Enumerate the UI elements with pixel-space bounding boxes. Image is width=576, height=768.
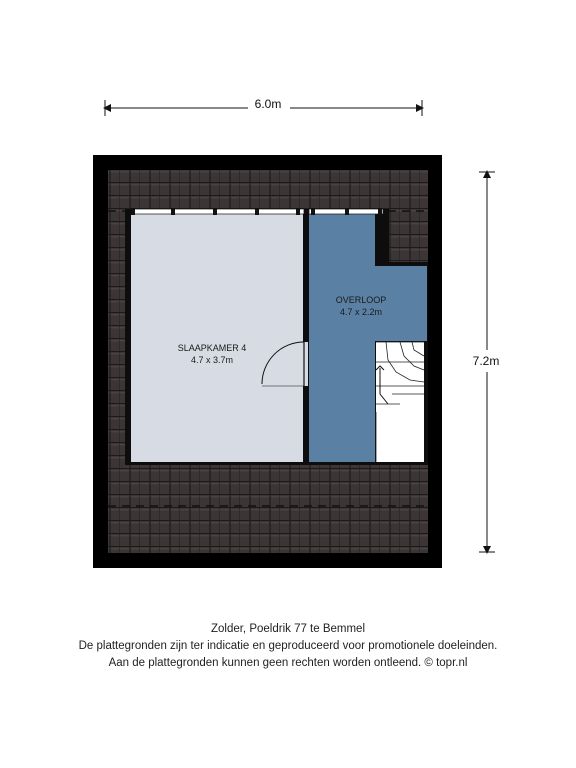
caption-line-3: Aan de plattegronden kunnen geen rechten worden ontleend. © topr.nl [108,657,468,669]
windows [131,208,383,215]
partition-wall [303,214,309,464]
bedroom-floor [131,214,304,462]
room-name: OVERLOOP [335,295,387,305]
room-size: 4.7 x 2.2m [339,307,383,317]
width-dimension-label: 6.0m [254,97,282,111]
caption-line-1: Zolder, Poeldrik 77 te Bemmel [210,623,366,635]
caption [0,621,576,672]
room-label-slaapkamer [162,342,262,366]
room-size: 4.7 x 3.7m [190,355,234,365]
room-name: SLAAPKAMER 4 [177,343,247,353]
caption-line-2: De plattegronden zijn ter indicatie en geproduceerd voor promotionele doeleinden. [78,640,498,652]
room-label-overloop [316,294,406,318]
height-dimension-label: 7.2m [472,354,500,368]
staircase [376,342,424,462]
